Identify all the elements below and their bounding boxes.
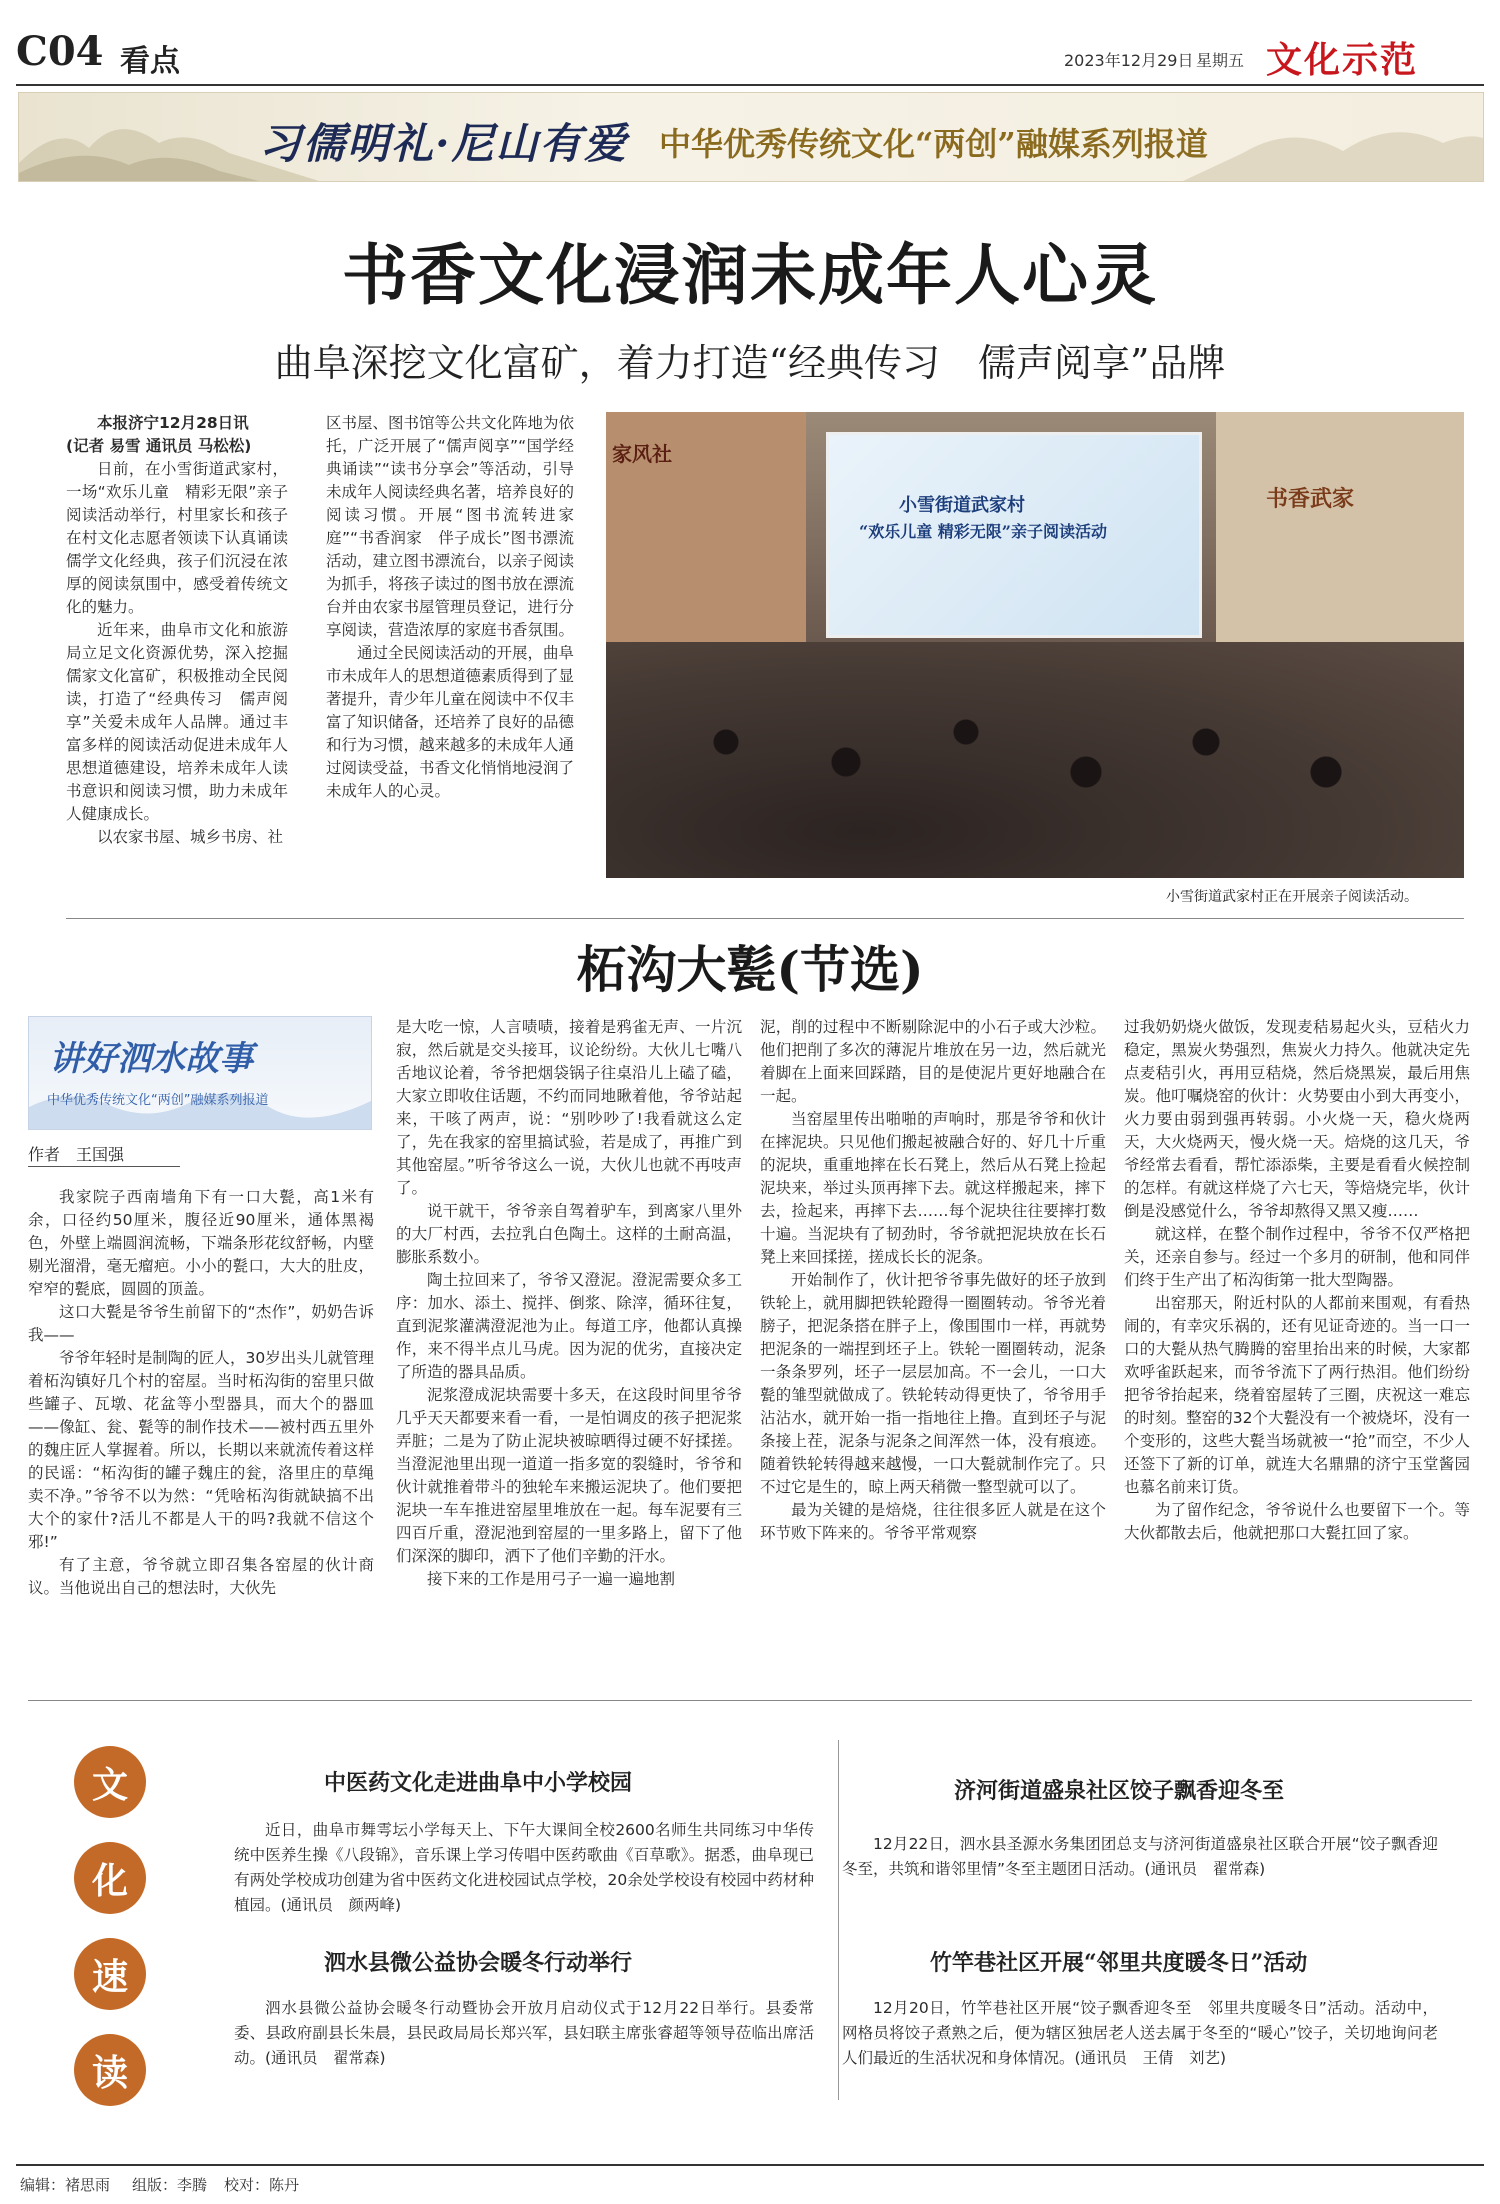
article1-title: 书香文化浸润未成年人心灵 [342,236,1158,314]
storytelling-logo [28,1016,372,1130]
photo-caption: 小雪街道武家村正在开展亲子阅读活动。 [1166,889,1418,905]
article1-paragraph: 近年来，曲阜市文化和旅游局立足文化资源优势，深入挖掘儒家文化富矿，积极推动全民阅读，打造了“经典传习 儒声阅享”关爱未成年人品牌。通过丰富多样的阅读活动促进未成年人思想道德建设，培养未成年人读书意识和阅读习惯，助力未成年人健康成长。 [66,621,288,823]
briefs-divider [838,1740,839,2100]
brief-text: 12月20日，竹竿巷社区开展“饺子飘香迎冬至 邻里共度暖冬日”活动。活动中，网格员将饺子煮熟之后，便为辖区独居老人送去属于冬至的“暖心”饺子，关切地询问老人们最近的生活状况和身体情况。(通讯员 王倩 刘艺) [842,1999,1438,2067]
brief-title: 泗水县微公益协会暖冬行动举行 [324,1950,633,1976]
banner-series-title: 中华优秀传统文化“两创”融媒系列报道 [659,125,1208,163]
byline-underline [28,1166,180,1167]
article2-paragraph: 泥浆澄成泥块需要十多天，在这段时间里爷爷几乎天天都要来看一看，一是怕调皮的孩子把泥浆弄脏；二是为了防止泥块被晾晒得过硬不好揉搓。当澄泥池里出现一道道一指多宽的裂缝时，爷爷和伙计就推着带斗的独轮车来搬运泥块了。他们要把泥块一车车推进窑屋里堆放在一起。每车泥要有三四百斤重，澄泥池到窑屋的一里多路上，留下了他们深深的脚印，洒下了他们辛勤的汗水。 [396,1386,742,1565]
section-name: 看点 [120,44,180,79]
footer-proof: 校对：陈丹 [224,2176,300,2194]
storytelling-logo-subtitle: 中华优秀传统文化“两创”融媒系列报道 [47,1093,269,1108]
footer-rule [16,2164,1484,2166]
brief-circle-2: 化 [74,1842,146,1914]
photo-audience-heads [646,662,1446,862]
article1-paragraph: 通过全民阅读活动的开展，曲阜市未成年人的思想道德素质得到了显著提升，青少年儿童在阅读中不仅丰富了知识储备，还培养了良好的品德和行为习惯，越来越多的未成年人通过阅读受益，书香文化悄悄地浸润了未成年人的心灵。 [326,644,574,800]
brief-title: 竹竿巷社区开展“邻里共度暖冬日”活动 [930,1950,1308,1976]
article1-paragraph: 以农家书屋、城乡书房、社 [97,828,284,846]
brief-title: 中医药文化走进曲阜中小学校园 [324,1770,633,1796]
article2-paragraph: 陶土拉回来了，爷爷又澄泥。澄泥需要众多工序：加水、添土、搅拌、倒浆、除滓，循环往复，直到泥浆灌满澄泥池为止。每道工序，他都认真操作，来不得半点儿马虎。因为泥的优劣，直接决定了所造的器具品质。 [396,1271,742,1381]
photo-wall-left-label: 家风社 [612,442,672,466]
article2-paragraph: 我家院子西南墙角下有一口大甏，高1米有余，口径约50厘米，腹径近90厘米，通体黑褐色，外壁上端圆润流畅，下端条形花纹舒畅，内壁剔光溜滑，毫无瘤疤。小小的甏口，大大的肚皮，窄窄的甏底，圆圆的顶盖。 [28,1188,374,1298]
article1-dateline: 本报济宁12月28日讯 [97,414,249,432]
photo-projection-screen [826,432,1202,638]
article2-paragraph: 泥，削的过程中不断剔除泥中的小石子或大沙粒。他们把削了多次的薄泥片堆放在另一边，然后就光着脚在上面来回踩踏，目的是使泥片更好地融合在一起。 [760,1018,1106,1105]
article2-paragraph: 是大吃一惊，人言啧啧，接着是鸦雀无声、一片沉寂，然后就是交头接耳，议论纷纷。大伙儿七嘴八舌地议论着，爷爷把烟袋锅子往桌沿儿上磕了磕，大家立即收住话题，不约而同地瞅着他，爷爷站起来，干咳了两声，说：“别吵吵了!我看就这么定了，先在我家的窑里搞试验，若是成了，再推广到其他窑屋。”听爷爷这么一说，大伙儿也就不再吱声了。 [396,1018,742,1197]
brief-text: 泗水县微公益协会暖冬行动暨协会开放月启动仪式于12月22日举行。县委常委、县政府副县长朱晨，县民政局局长郑兴军，县妇联主席张睿超等领导莅临出席活动。(通讯员 翟常森) [234,1999,814,2067]
article2-column-4 [1124,1016,1470,1676]
article2-paragraph: 有了主意，爷爷就立即召集各窑屋的伙计商议。当他说出自己的想法时，大伙先 [28,1556,374,1597]
brief-circle-3: 速 [74,1938,146,2010]
photo-wall-right-label: 书香武家 [1266,486,1355,512]
issue-date: 2023年12月29日 [1064,51,1194,70]
brief-text: 12月22日，泗水县圣源水务集团团总支与济河街道盛泉社区联合开展“饺子飘香迎冬至，共筑和谐邻里情”冬至主题团日活动。(通讯员 翟常森) [842,1835,1438,1878]
paper-logo: 文化示范 [1266,39,1419,81]
article2-paragraph: 接下来的工作是用弓子一遍一遍地割 [427,1570,676,1588]
article1-column-2 [326,412,574,894]
article2-paragraph: 当窑屋里传出啪啪的声响时，那是爷爷和伙计在摔泥块。只见他们搬起被融合好的、好几十斤重的泥块，重重地摔在长石凳上，然后从石凳上捡起泥块来，举过头顶再摔下去。就这样搬起来，摔下去，捡起来，再摔下去……每个泥块往往要摔打数十遍。当泥块有了韧劲时，爷爷就把泥块放在长石凳上来回揉搓，搓成长长的泥条。 [760,1110,1106,1266]
article1-byline: (记者 易雪 通讯员 马松松) [66,437,252,455]
banner-calligraphy: 习儒明礼·尼山有爱 [259,119,628,168]
article1-subtitle: 曲阜深挖文化富矿，着力打造“经典传习 儒声阅享”品牌 [274,341,1226,385]
screen-title-line2: “欢乐儿童 精彩无限”亲子阅读活动 [859,522,1107,541]
article2-paragraph: 过我奶奶烧火做饭，发现麦秸易起火头，豆秸火力稳定，黑炭火势强烈，焦炭火力持久。他就决定先点麦秸引火，再用豆秸烧，然后烧黑炭，最后用焦炭。他叮嘱烧窑的伙计：火势要由小到大再变小，火力要由弱到强再转弱。小火烧一天，稳火烧两天，大火烧两天，慢火烧一天。焙烧的这几天，爷爷经常去看看，帮忙添添柴，主要是看看火候控制的怎样。有就这样烧了六七天，等焙烧完毕，伙计倒是没感觉什么，爷爷却熬得又黑又瘦…… [1124,1018,1470,1220]
masthead-rule [16,84,1484,86]
article2-bottom-rule [28,1700,1472,1701]
article2-column-2 [396,1016,742,1676]
photo-wall-right [1216,412,1464,672]
brief-text: 近日，曲阜市舞雩坛小学每天上、下午大课间全校2600名师生共同练习中华传统中医养生操《八段锦》，音乐课上学习传唱中医药歌曲《百草歌》。据悉，曲阜现已有两处学校成功创建为省中医药文化进校园试点学校，20余处学校设有校园中药材种植园。(通讯员 颜两峰) [234,1821,814,1914]
article1-column-1 [66,412,288,894]
article2-byline: 作者 王国强 [28,1145,125,1164]
storytelling-logo-title: 讲好泗水故事 [49,1039,253,1079]
article2-paragraph: 爷爷年轻时是制陶的匠人，30岁出头儿就管理着柘沟镇好几个村的窑屋。当时柘沟街的窑里只做些罐子、瓦墩、花盆等小型器具，而大个的器皿——像缸、瓮、甏等的制作技术——被村西五里外的魏庄匠人掌握着。所以，长期以来就流传着这样的民谣：“柘沟街的罐子魏庄的瓮，洛里庄的草绳卖不净。”爷爷不以为然：“凭啥柘沟街就缺搞不出大个的家什?活儿不都是人干的吗?我就不信这个邪!” [28,1349,374,1551]
page-number: C04 [16,28,104,75]
article1-bottom-rule [66,918,1464,919]
brief-title: 济河街道盛泉社区饺子飘香迎冬至 [954,1778,1285,1804]
article2-paragraph: 就这样，在整个制作过程中，爷爷不仅严格把关，还亲自参与。经过一个多月的研制，他和同伴们终于生产出了柘沟街第一批大型陶器。 [1124,1225,1470,1289]
article1-photo [606,412,1464,878]
issue-weekday: 星期五 [1196,51,1245,70]
article1-paragraph: 日前，在小雪街道武家村，一场“欢乐儿童 精彩无限”亲子阅读活动举行，村里家长和孩子在村文化志愿者领读下认真诵读儒学文化经典，孩子们沉浸在浓厚的阅读氛围中，感受着传统文化的魅力。 [66,460,288,616]
article2-paragraph: 为了留作纪念，爷爷说什么也要留下一个。等大伙都散去后，他就把那口大甏扛回了家。 [1124,1501,1470,1542]
article2-title: 柘沟大甏(节选) [576,940,924,999]
screen-title-line1: 小雪街道武家村 [899,495,1025,516]
series-banner [18,92,1484,182]
brief-circle-4: 读 [74,2034,146,2106]
footer-layout: 组版：李腾 [132,2176,208,2194]
article2-paragraph: 最为关键的是焙烧，往往很多匠人就是在这个环节败下阵来的。爷爷平常观察 [760,1501,1106,1542]
footer-editor: 编辑：褚思雨 [20,2176,111,2194]
article2-paragraph: 开始制作了，伙计把爷爷事先做好的坯子放到铁轮上，就用脚把铁轮蹬得一圈圈转动。爷爷光着膀子，把泥条搭在胖子上，像围围巾一样，再就势把泥条的一端捏到坯子上。铁轮一圈圈转动，泥条一条条罗列，坯子一层层加高。不一会儿，一口大甏的雏型就做成了。铁轮转动得更快了，爷爷用手沾沾水，就开始一指一指地往上撸。直到坯子与泥条接上茬，泥条与泥条之间浑然一体，没有痕迹。随着铁轮转得越来越慢，一口大甏就制作完了。只不过它是生的，晾上两天稍微一整型就可以了。 [760,1271,1106,1496]
mountain-decoration-right [1183,93,1483,181]
article2-column-1 [28,1186,374,1676]
article1-paragraph: 区书屋、图书馆等公共文化阵地为依托，广泛开展了“儒声阅享”“国学经典诵读”“读书分享会”等活动，引导未成年人阅读经典名著，培养良好的阅读习惯。开展“图书流转进家庭”“书香润家 伴子成长”图书漂流活动，建立图书漂流台，以亲子阅读为抓手，将孩子读过的图书放在漂流台并由农家书屋管理员登记，进行分享阅读，营造浓厚的家庭书香氛围。 [326,414,574,639]
article2-column-3 [760,1016,1106,1676]
article2-paragraph: 这口大甏是爷爷生前留下的“杰作”，奶奶告诉我—— [28,1303,374,1344]
brief-circle-1: 文 [74,1746,146,1818]
article2-paragraph: 出窑那天，附近村队的人都前来围观，有看热闹的，有幸灾乐祸的，还有见证奇迹的。当一口一口的大甏从热气腾腾的窑里抬出来的时候，大家都欢呼雀跃起来，而爷爷流下了两行热泪。他们纷纷把爷爷抬起来，绕着窑屋转了三圈，庆祝这一难忘的时刻。整窑的32个大甏没有一个被烧坏，没有一个变形的，这些大甏当场就被一“抢”而空，不少人还签下了新的订单，就连大名鼎鼎的济宁玉堂酱园也慕名前来订货。 [1124,1294,1470,1496]
article2-paragraph: 说干就干，爷爷亲自驾着驴车，到离家八里外的大厂村西，去拉乳白色陶土。这样的土耐高温，膨胀系数小。 [396,1202,742,1266]
